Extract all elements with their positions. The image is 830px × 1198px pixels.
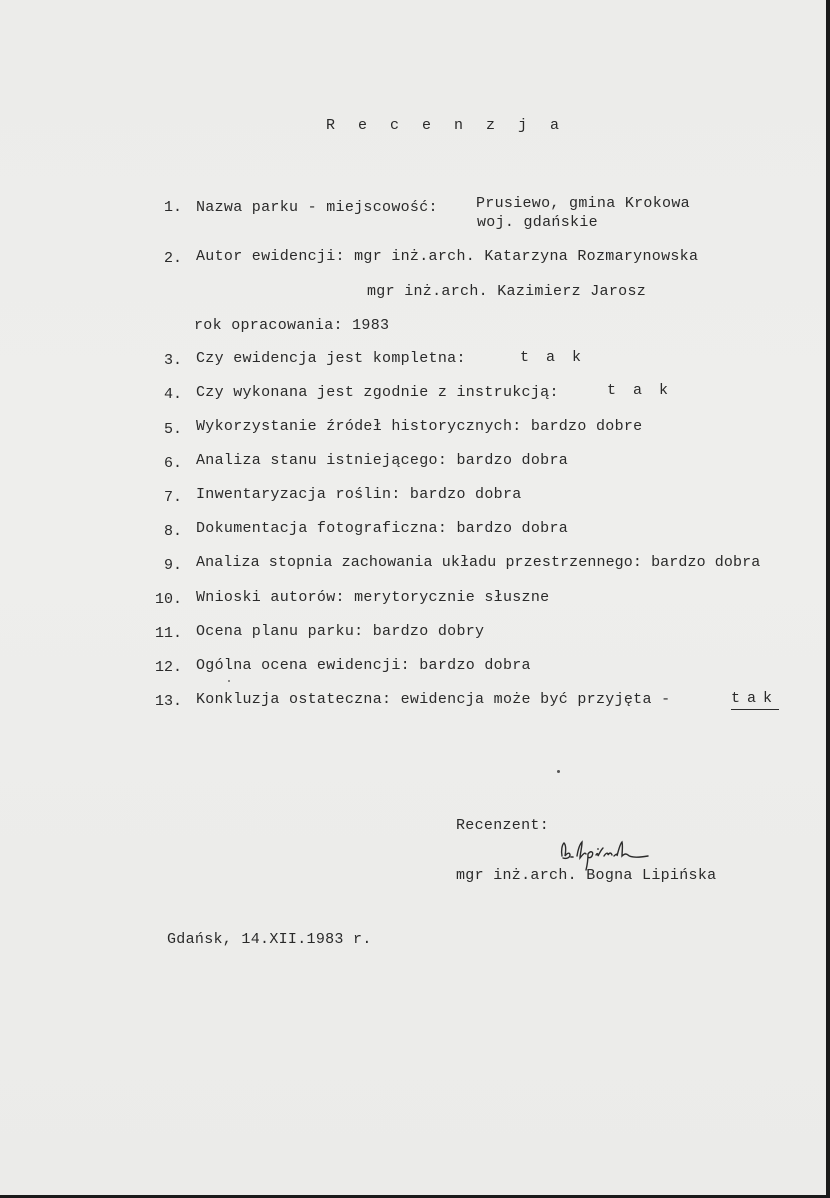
item-text: Analiza stanu istniejącego: bardzo dobra: [196, 452, 569, 469]
scan-edge-right: [826, 0, 830, 1198]
item-number: 7.: [163, 489, 182, 506]
item-text: Nazwa parku - miejscowość:: [196, 199, 438, 216]
document-title: R e c e n z j a: [326, 117, 567, 134]
item-text: Inwentaryzacja roślin: bardzo dobra: [196, 486, 522, 503]
item-text: Konkluzja ostateczna: ewidencja może być przyjęta -: [196, 691, 671, 708]
item-number: 6.: [163, 455, 182, 472]
item-number: 3.: [163, 352, 182, 369]
item-value: t a k: [607, 382, 673, 399]
item-text: Czy ewidencja jest kompletna:: [196, 350, 466, 367]
place-date: Gdańsk, 14.XII.1983 r.: [167, 931, 372, 948]
item-text: Ocena planu parku: bardzo dobry: [196, 623, 485, 640]
paper-speck: [228, 680, 230, 682]
conclusion-value: tak: [731, 690, 779, 710]
item-value: Prusiewo, gmina Krokowa: [476, 195, 690, 212]
item-number: 9.: [163, 557, 182, 574]
item-number: 13.: [154, 693, 182, 710]
item-text: Czy wykonana jest zgodnie z instrukcją:: [196, 384, 559, 401]
item-number: 10.: [154, 591, 182, 608]
item-text: Wnioski autorów: merytorycznie słuszne: [196, 589, 550, 606]
item-number: 4.: [163, 386, 182, 403]
item-text: Autor ewidencji: mgr inż.arch. Katarzyna Rozmarynowska: [196, 248, 699, 265]
item-number: 5.: [163, 421, 182, 438]
reviewer-label: Recenzent:: [456, 817, 550, 834]
item-number: 1.: [163, 199, 182, 216]
item-text-continued: mgr inż.arch. Kazimierz Jarosz: [367, 283, 647, 300]
item-year-line: rok opracowania: 1983: [194, 317, 390, 334]
item-text: Ogólna ocena ewidencji: bardzo dobra: [196, 657, 531, 674]
item-number: 12.: [154, 659, 182, 676]
item-text: Analiza stopnia zachowania układu przestrzennego: bardzo dobra: [196, 554, 761, 571]
item-text: Wykorzystanie źródeł historycznych: bardzo dobre: [196, 418, 643, 435]
item-number: 2.: [163, 250, 182, 267]
item-value: t a k: [520, 349, 586, 366]
paper-speck: [557, 770, 560, 773]
item-value-continued: woj. gdańskie: [477, 214, 598, 231]
item-number: 8.: [163, 523, 182, 540]
item-text: Dokumentacja fotograficzna: bardzo dobra: [196, 520, 569, 537]
item-number: 11.: [154, 625, 182, 642]
reviewer-name: mgr inż.arch. Bogna Lipińska: [456, 867, 717, 884]
